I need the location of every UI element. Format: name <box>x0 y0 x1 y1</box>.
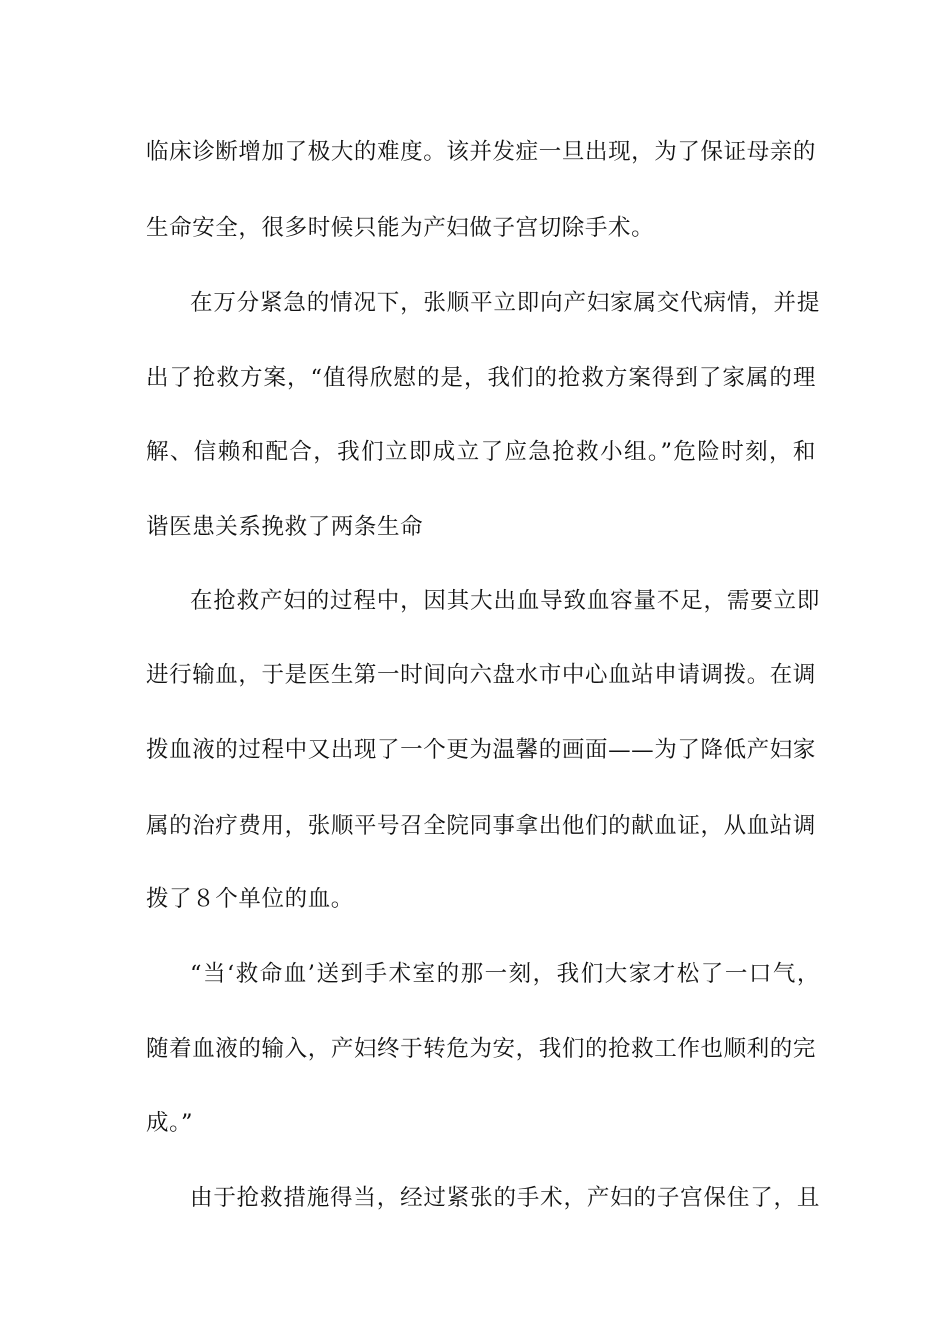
text-line-15: 由于抢救措施得当，经过紧张的手术，产妇的子宫保住了，且 <box>190 1185 820 1211</box>
text-line-9: 拨血液的过程中又出现了一个更为温馨的画面——为了降低产妇家 <box>146 737 816 763</box>
text-line-7: 在抢救产妇的过程中，因其大出血导致血容量不足，需要立即 <box>190 588 820 614</box>
text-line-3: 在万分紧急的情况下，张顺平立即向产妇家属交代病情，并提 <box>190 290 820 316</box>
text-line-12: “当‘救命血’送到手术室的那一刻，我们大家才松了一口气， <box>190 961 820 987</box>
text-line-13: 随着血液的输入，产妇终于转危为安，我们的抢救工作也顺利的完 <box>146 1036 816 1062</box>
text-line-2: 生命安全，很多时候只能为产妇做子宫切除手术。 <box>146 215 655 241</box>
text-line-8: 进行输血，于是医生第一时间向六盘水市中心血站申请调拨。在调 <box>146 662 816 688</box>
text-line-4: 出了抢救方案，“值得欣慰的是，我们的抢救方案得到了家属的理 <box>146 365 816 391</box>
text-line-6: 谐医患关系挽救了两条生命 <box>146 514 424 540</box>
text-line-14: 成。” <box>146 1110 194 1136</box>
text-line-5: 解、信赖和配合，我们立即成立了应急抢救小组。”危险时刻，和 <box>146 439 816 465</box>
text-line-1: 临床诊断增加了极大的难度。该并发症一旦出现，为了保证母亲的 <box>146 139 816 165</box>
text-line-10: 属的治疗费用，张顺平号召全院同事拿出他们的献血证，从血站调 <box>146 813 816 839</box>
text-line-11: 拨了８个单位的血。 <box>146 886 354 912</box>
